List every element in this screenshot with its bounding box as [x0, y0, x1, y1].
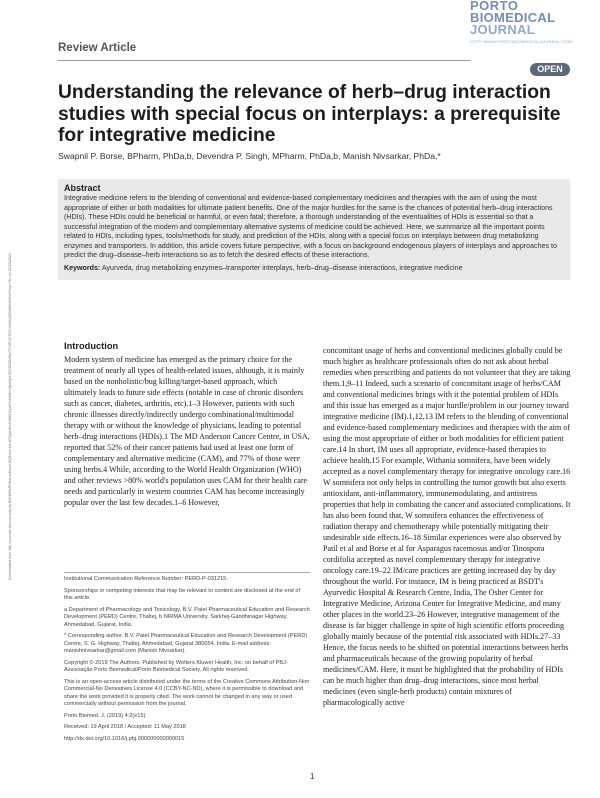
header-divider — [58, 60, 470, 61]
introduction-heading: Introduction — [64, 341, 119, 351]
download-notice-text: Downloaded from http://journals.lww.com/pbj by BhDMf5ePHKav1zEoum1tQfN4a+kJLhEZgbsIHo4XMi0hCywCX1AWnYQp/IlQrHD3i3D0OdRyi7TvSFl4Cf3VC4/OAVpDDa8KKGKV0Ymy+78= on 02/20/2024 — [8, 253, 12, 580]
journal-name-line2: BIOMEDICAL — [470, 10, 556, 25]
footnote: Received: 19 April 2018 / Accepted: 11 May 2018 — [64, 724, 186, 730]
footnote: This is an open-access article distributed under the terms of the Creative Commons Attribution-Non Commercial-No Derivatives License 4.0 (CCBY-NC-ND), where it is permissible to download and share the work provided it is properly cited. The work cannot be changed in any way or used commercially without permission from the journal. — [64, 678, 310, 707]
abstract-text: Integrative medicine refers to the blending of conventional and evidence-based complementary medicines and therapies with the aim of using the most appropriate of either or both modalities for ultimate patient benefits. One of the major hurdles for the same is the chances of potential herb–drug interactions (HDIs). These HDIs could be beneficial or harmful, or even fatal; therefore, a thorough understanding of the eventualities of HDIs is essential so that a successful integration of the modern and complementary alternative systems of medicine could be achieved. Here, we summarize all the important points related to HDIs, including types, tools/methods for study, and prediction of the HDIs, along with a special focus on interplays between drug metabolizing enzymes and transporters. In addition, this article covers future perspective, with a focus on background endogenous players of interplays and approaches to predict the drug–disease–herb interactions so as to fetch the desired effects of these interactions. — [64, 194, 557, 260]
journal-tagline: HTTP://WWW.PORTOBIOMEDICALJOURNAL.COM/ — [470, 39, 573, 44]
journal-logo[interactable] — [470, 0, 582, 56]
introduction-text: Modern system of medicine has emerged as the primary choice for the treatment of nearly all types of health-related issues, although, it is mainly based on the nonholistic/bug killing/target-based approach, which ultimately leads to future side effects (notable in case of chronic disorders such as cancer, diabetes, arthritis, etc).1–3 However, patients with such chronic illnesses directly/indirectly undergo combinational/multimodal therapy with or without the knowledge of physicians, leading to potential herb–drug interactions (HDIs).1 The MD Anderson Cancer Centre, in USA, reported that 52% of their cancer patients had used at least one form of complementary and alternative medicine (CAM), and 77% of those were using herbs.4 While, according to the World Health Organization (WHO) and other reviews >80% world's population uses CAM for their health care needs and particularly in western countries CAM has become increasingly popular over the last few decades.1–6 However, — [64, 355, 310, 507]
journal-name-line3: JOURNAL — [470, 22, 535, 37]
footnote: a Department of Pharmacology and Toxicology, B.V. Patel Pharmaceutical Education and Research Development (PERD) Centre, Thaltej, b NIRMA University, Sarkhej-Gandhinagar Highway, Ahmedabad, Gujarat, India. — [64, 606, 310, 628]
footnote: Porto Biomed. J. (2019) 4:2(e15) — [64, 712, 146, 719]
author-list: Swapnil P. Borse, BPharm, PhDa,b, Devendra P. Singh, MPharm, PhDa,b, Manish Nivsarkar, PhDa,* — [58, 151, 441, 161]
footnotes — [64, 576, 310, 747]
download-notice-strip — [8, 200, 18, 580]
keywords-list: Ayurveda, drug metabolizing enzymes–transporter interplays, herb–drug–disease interactions, integrative medicine — [101, 264, 463, 272]
footnote-divider — [64, 572, 310, 573]
footnote: Institutional Communication Reference Number: PERD-P-031215. — [64, 576, 228, 582]
doi-link[interactable]: http://dx.doi.org/10.1016/j.pbj.000000000000015 — [64, 735, 185, 742]
body-text-right-column: concomitant usage of herbs and conventional medicines globally could be much higher as healthcare professionals often do not ask about herbal remedies when prescribing and patients do not volunteer that they are taking them.1,9–11 Indeed, such a scenario of concomitant usage of herbs/CAM and conventional medicines brings with it the potential problem of HDIs and this issue has emerged as a major hurdle/problem in our journey toward integrative medicine (IM).1,12,13 IM refers to the blending of conventional and evidence-based complementary medicines and therapies with the aim of using the most appropriate of either or both modalities for efficient patient care.14 In short, IM uses all appropriate, evidence-based therapies to achieve health.15 For example, Withania somnifera, have been widely accepted as a novel complementary therapy for integrative oncology care.16 W somnifera not only helps in controlling the tumor growth but also exerts antioxidant, anti-inflammatory, immunemodulating, and antistress properties that help in combating the cancer and associated complications. It has also been found that, W somnifera enhances the effectiveness of radiation therapy and chemotherapy while potentially mitigating their undesirable side effects.16–18 Similar experiences were also observed by Patil et al and Borse et al for Asparagus racemosus and/or Tinospora cordifolia accepted as novel complementary therapy for integrative oncology care.19–22 IM/care practices are getting increased day by day throughout the world. For instance, IM is being practiced at BSDT's Ayurvedic Hospital & Research Centre, India, The Osher Center for Integrative Medicine, Arizona Center for Integrative Medicine, and many other places in the world.23–26 However, integrative management of the disease is far bigger challenge in spite of high scientific efforts proceeding globally mainly because of the potential risk associated with HDIs.27–33 Hence, the focus needs to be shifted on potential interactions between herbs and pharmaceuticals because of the growing popularity of herbal medicines/CAM. Here, it must be highlighted that the probability of HDIs can be much higher than drug–drug interactions, since most herbal medicines (even single-herb products) contain mixtures of pharmacologically active — [323, 346, 571, 707]
keywords-label: Keywords: — [64, 264, 101, 272]
footnote: Copyright © 2019 The Authors. Published by Wolters Kluwer Health, Inc. on behalf of PBJ-Associação Porto Biomedical/Porto Biomedical Society. All rights reserved. — [64, 659, 288, 673]
section-label: Review Article — [58, 42, 137, 54]
article-title: Understanding the relevance of herb–drug interaction studies with special focus on interplays: a prerequisite for integrative medicine — [58, 82, 561, 146]
footnote: * Corresponding author. B.V. Patel Pharmaceutical Education and Research Development (PERD) Centre, S. G. Highway, Thaltej, Ahmedabad, Gujarat 380054, India. E-mail address: manishnivsarkar@gmail.com (Manish Nivsarkar). — [64, 633, 308, 654]
journal-name-line1: PORTO — [470, 0, 519, 13]
open-access-badge: OPEN — [530, 63, 570, 76]
footnote: Sponsorships or competing interests that may be relevant to content are disclosed at the end of this article. — [64, 587, 301, 601]
keywords — [64, 264, 566, 272]
page-number: 1 — [310, 772, 315, 781]
abstract-heading: Abstract — [64, 183, 101, 193]
